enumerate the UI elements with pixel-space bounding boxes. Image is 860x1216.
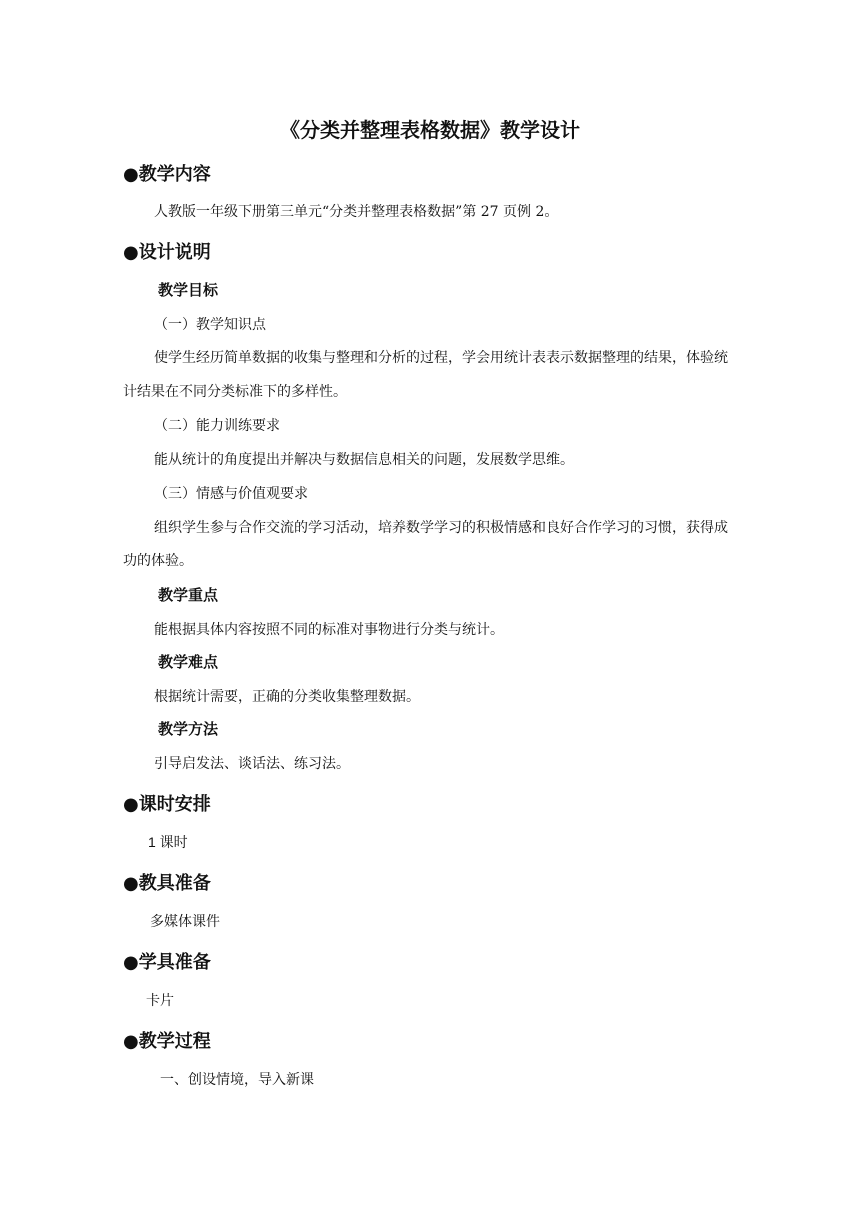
knowledge-text-line1: 使学生经历简单数据的收集与整理和分析的过程，学会用统计表表示数据整理的结果，体验统 — [154, 350, 728, 366]
method-text: 引导启发法、谈话法、练习法。 — [154, 756, 350, 772]
key-points-heading: 教学重点 — [158, 586, 219, 604]
emotion-text-line1: 组织学生参与合作交流的学习活动，培养数学学习的积极情感和良好合作学习的习惯，获得成 — [154, 520, 728, 536]
knowledge-text-line2: 计结果在不同分类标准下的多样性。 — [123, 384, 347, 400]
method-heading: 教学方法 — [158, 720, 219, 738]
emotion-text-line2: 功的体验。 — [123, 553, 193, 569]
key-points-text: 能根据具体内容按照不同的标准对事物进行分类与统计。 — [154, 622, 504, 638]
schedule-text: 1 课时 — [148, 834, 188, 850]
ability-label: （二）能力训练要求 — [154, 418, 280, 434]
process-step-1: 一、创设情境，导入新课 — [160, 1072, 314, 1088]
difficulty-heading: 教学难点 — [158, 653, 219, 671]
emotion-label: （三）情感与价值观要求 — [154, 486, 308, 502]
section-heading-content: ●教学内容 — [123, 164, 211, 185]
student-tools-text: 卡片 — [146, 993, 174, 1009]
knowledge-label: （一）教学知识点 — [154, 317, 266, 333]
content-text: 人教版一年级下册第三单元“分类并整理表格数据”第 27 页例 2。 — [154, 204, 559, 220]
section-heading-design: ●设计说明 — [123, 242, 211, 263]
ability-text: 能从统计的角度提出并解决与数据信息相关的问题，发展数学思维。 — [154, 452, 574, 468]
teacher-tools-text: 多媒体课件 — [150, 914, 220, 930]
section-heading-schedule: ●课时安排 — [123, 794, 211, 815]
document-title: 《分类并整理表格数据》教学设计 — [280, 118, 580, 142]
section-heading-teacher-tools: ●教具准备 — [123, 873, 211, 894]
section-heading-process: ●教学过程 — [123, 1031, 211, 1052]
section-heading-student-tools: ●学具准备 — [123, 952, 211, 973]
goals-heading: 教学目标 — [158, 281, 219, 299]
difficulty-text: 根据统计需要，正确的分类收集整理数据。 — [154, 689, 420, 705]
